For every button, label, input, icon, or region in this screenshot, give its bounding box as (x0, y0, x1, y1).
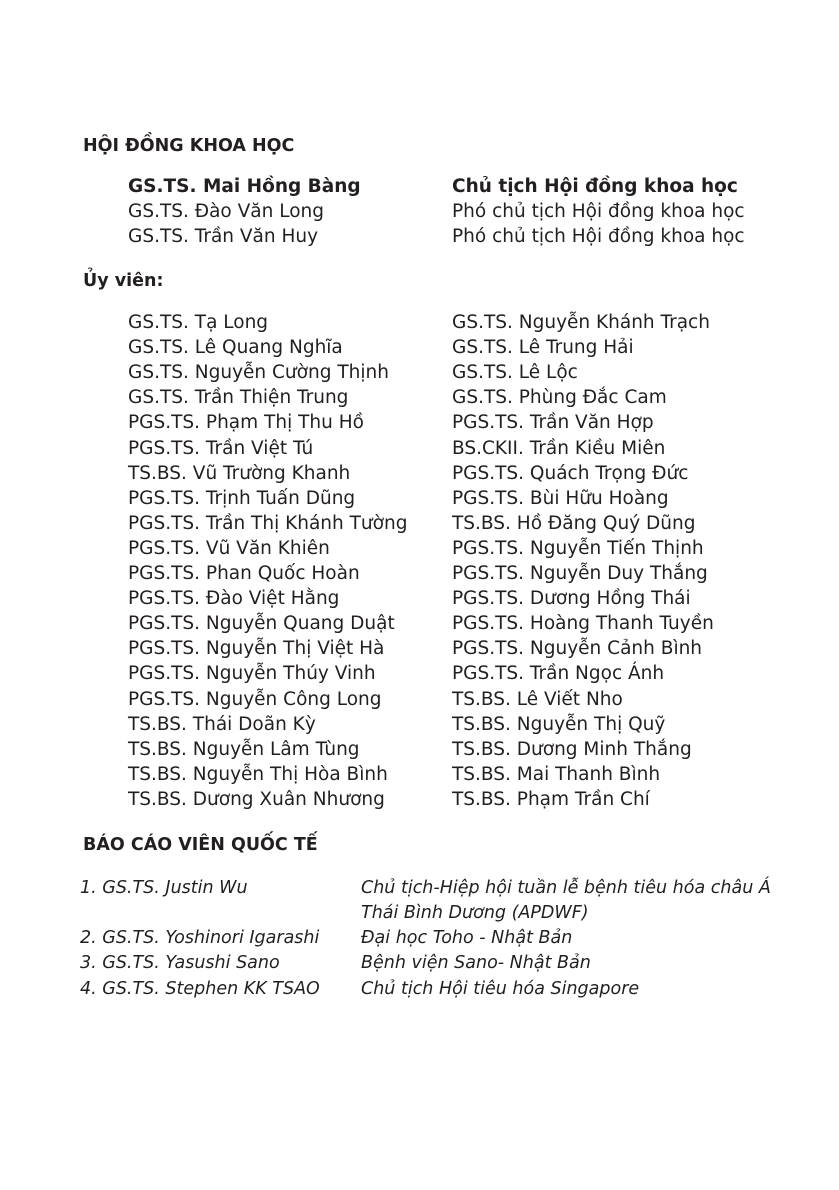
speaker-name: 4. GS.TS. Stephen KK TSAO (80, 979, 320, 999)
speaker-affiliation: Bệnh viện Sano- Nhật Bản (361, 953, 591, 973)
member-left-19: TS.BS. Nguyễn Thị Hòa Bình (128, 764, 388, 785)
speaker-name: 1. GS.TS. Justin Wu (80, 878, 248, 898)
members-heading: Ủy viên: (83, 271, 164, 291)
member-left-11: PGS.TS. Phan Quốc Hoàn (128, 563, 360, 584)
member-left-8: PGS.TS. Trịnh Tuấn Dũng (128, 488, 356, 509)
member-left-17: TS.BS. Thái Doãn Kỳ (128, 714, 316, 735)
member-right-1: GS.TS. Nguyễn Khánh Trạch (452, 312, 710, 333)
member-left-9: PGS.TS. Trần Thị Khánh Tường (128, 513, 408, 534)
member-left-4: GS.TS. Trần Thiện Trung (128, 387, 349, 408)
member-right-20: TS.BS. Phạm Trần Chí (452, 789, 650, 810)
member-left-3: GS.TS. Nguyễn Cường Thịnh (128, 362, 389, 383)
member-right-7: PGS.TS. Quách Trọng Đức (452, 463, 689, 484)
member-right-15: PGS.TS. Trần Ngọc Ánh (452, 663, 665, 684)
member-right-18: TS.BS. Dương Minh Thắng (452, 739, 692, 760)
leader-role: Chủ tịch Hội đồng khoa học (452, 176, 738, 197)
member-right-16: TS.BS. Lê Viết Nho (452, 689, 623, 710)
leader-name: GS.TS. Trần Văn Huy (128, 226, 319, 247)
member-left-7: TS.BS. Vũ Trường Khanh (128, 463, 351, 484)
member-left-15: PGS.TS. Nguyễn Thúy Vinh (128, 663, 376, 684)
member-right-8: PGS.TS. Bùi Hữu Hoàng (452, 488, 669, 509)
member-left-13: PGS.TS. Nguyễn Quang Duật (128, 613, 395, 634)
member-right-4: GS.TS. Phùng Đắc Cam (452, 387, 667, 408)
member-left-12: PGS.TS. Đào Việt Hằng (128, 588, 340, 609)
member-left-1: GS.TS. Tạ Long (128, 312, 269, 333)
speaker-name: 3. GS.TS. Yasushi Sano (80, 953, 280, 973)
speaker-affiliation: Chủ tịch Hội tiêu hóa Singapore (361, 979, 640, 999)
member-right-17: TS.BS. Nguyễn Thị Quỹ (452, 714, 666, 735)
speaker-affiliation: Đại học Toho - Nhật Bản (361, 928, 573, 948)
member-left-10: PGS.TS. Vũ Văn Khiên (128, 538, 330, 559)
member-right-19: TS.BS. Mai Thanh Bình (452, 764, 661, 785)
member-right-11: PGS.TS. Nguyễn Duy Thắng (452, 563, 708, 584)
member-right-3: GS.TS. Lê Lộc (452, 362, 578, 383)
speaker-name: 2. GS.TS. Yoshinori Igarashi (80, 928, 320, 948)
member-right-10: PGS.TS. Nguyễn Tiến Thịnh (452, 538, 704, 559)
member-left-18: TS.BS. Nguyễn Lâm Tùng (128, 739, 360, 760)
leader-role: Phó chủ tịch Hội đồng khoa học (452, 201, 745, 222)
member-right-14: PGS.TS. Nguyễn Cảnh Bình (452, 638, 703, 659)
speaker-affiliation: Chủ tịch-Hiệp hội tuần lễ bệnh tiêu hóa châu Á (361, 878, 771, 898)
member-left-14: PGS.TS. Nguyễn Thị Việt Hà (128, 638, 385, 659)
member-left-5: PGS.TS. Phạm Thị Thu Hồ (128, 412, 364, 433)
speaker-affiliation-cont: Thái Bình Dương (APDWF) (361, 903, 589, 923)
member-right-5: PGS.TS. Trần Văn Hợp (452, 412, 654, 433)
leader-name: GS.TS. Đào Văn Long (128, 201, 325, 222)
member-left-6: PGS.TS. Trần Việt Tú (128, 438, 314, 459)
member-right-13: PGS.TS. Hoàng Thanh Tuyền (452, 613, 714, 634)
member-right-6: BS.CKII. Trần Kiều Miên (452, 438, 666, 459)
member-right-12: PGS.TS. Dương Hồng Thái (452, 588, 691, 609)
member-left-16: PGS.TS. Nguyễn Công Long (128, 689, 382, 710)
international-heading: BÁO CÁO VIÊN QUỐC TẾ (83, 835, 318, 855)
member-left-20: TS.BS. Dương Xuân Nhương (128, 789, 385, 810)
leader-name: GS.TS. Mai Hồng Bàng (128, 176, 361, 197)
council-heading: HỘI ĐỒNG KHOA HỌC (83, 136, 295, 156)
member-right-9: TS.BS. Hồ Đăng Quý Dũng (452, 513, 696, 534)
member-right-2: GS.TS. Lê Trung Hải (452, 337, 634, 358)
leader-role: Phó chủ tịch Hội đồng khoa học (452, 226, 745, 247)
member-left-2: GS.TS. Lê Quang Nghĩa (128, 337, 343, 358)
